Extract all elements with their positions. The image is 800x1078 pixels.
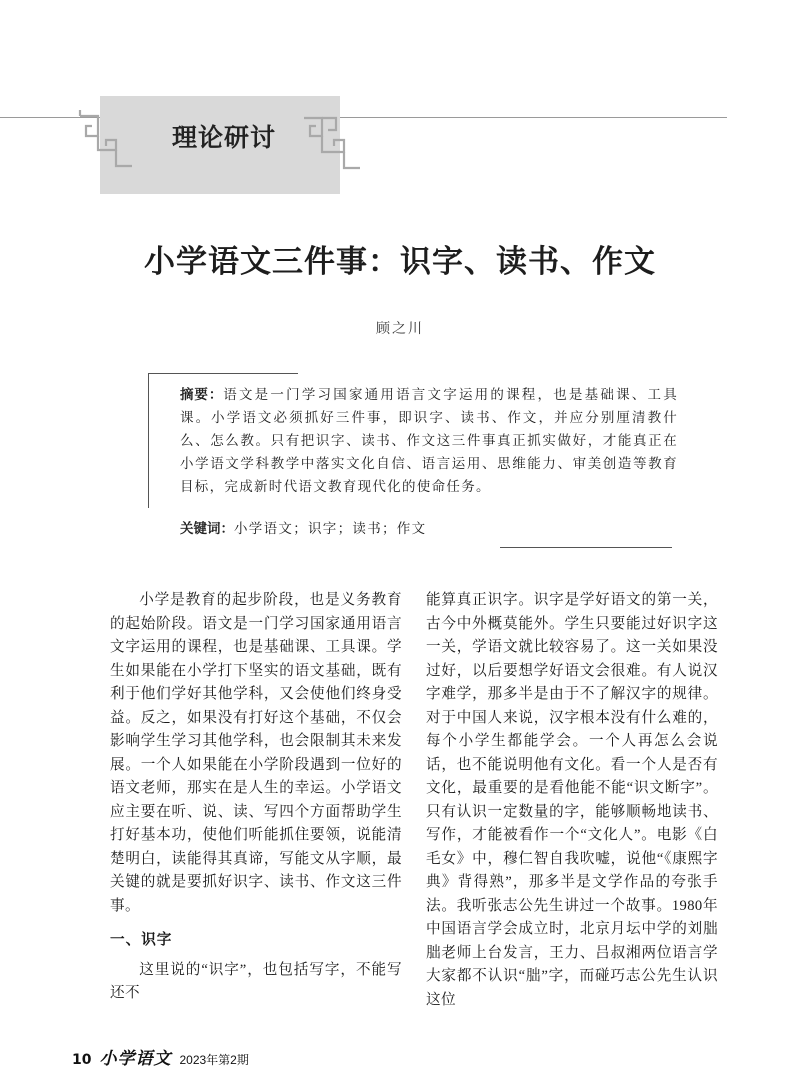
page-footer (72, 1044, 249, 1069)
body-column-right (426, 589, 718, 1012)
article-title: 小学语文三件事：识字、读书、作文 (144, 244, 656, 280)
fret-ornament-right-icon (300, 106, 364, 180)
body-column-left (110, 589, 402, 1006)
header-rule-right (340, 117, 727, 118)
abstract-text: 语文是一门学习国家通用语言文字运用的课程，也是基础课、工具课。小学语文必须抓好三件事，即识字、读书、作文，并应分别厘清教什么、怎么教。只有把识字、读书、作文这三件事真正抓实做好，才能真正在小学语文学科教学中落实文化自信、语言运用、思维能力、审美创造等教育目标，完成新时代语文教育现代化的使命任务。 (180, 387, 679, 495)
magazine-name: 小学语文 (99, 1049, 172, 1069)
fret-ornament-left-icon (76, 106, 136, 180)
section-heading: 一、识字 (110, 931, 173, 948)
abstract (180, 384, 678, 499)
abstract-rule-top (148, 373, 298, 374)
keywords (180, 517, 426, 537)
section-title: 理论研讨 (172, 123, 277, 152)
keywords-label: 关键词： (180, 521, 234, 537)
article-author: 顾之川 (376, 321, 424, 337)
body-paragraph: 能算真正识字。识字是学好语文的第一关，古今中外概莫能外。学生只要能过好识字这一关，学语文就比较容易了。这一关如果没过好，以后要想学好语文会很难。有人说汉字难学，那多半是由于不了解汉字的规律。对于中国人来说，汉字根本没有什么难的，每个小学生都能学会。一个人再怎么会说话，也不能说明他有文化。看一个人是否有文化，最重要的是看他能不能“识文断字”。只有认识一定数量的字，能够顺畅地读书、写作，才能被看作一个“文化人”。电影《白毛女》中，穆仁智自我吹嘘，说他“《康熙字典》背得熟”，那多半是文学作品的夸张手法。我听张志公先生讲过一个故事。1980年中国语言学会成立时，北京月坛中学的刘朏朏老师上台发言，王力、吕叔湘两位语言学大家都不认识“朏”字，而碰巧志公先生认识这位 (426, 592, 718, 1008)
abstract-rule-left (148, 373, 149, 508)
abstract-label: 摘要： (180, 387, 224, 403)
body-paragraph: 小学是教育的起步阶段，也是义务教育的起始阶段。语文是一门学习国家通用语言文字运用的课程，也是基础课、工具课。学生如果能在小学打下坚实的语文基础，既有利于他们学好其他学科，又会使他们终身受益。反之，如果没有打好这个基础，不仅会影响学生学习其他学科，也会限制其未来发展。一个人如果能在小学阶段遇到一位好的语文老师，那实在是人生的幸运。小学语文应主要在听、说、读、写四个方面帮助学生打好基本功，使他们听能抓住要领，说能清楚明白，读能得其真谛，写能文从字顺，最关键的就是要抓好识字、读书、作文这三件事。 (110, 592, 402, 914)
body-paragraph: 这里说的“识字”，也包括写字，不能写还不 (110, 961, 402, 1001)
issue-label: 2023年第2期 (179, 1053, 249, 1067)
keywords-text: 小学语文；识字；读书；作文 (234, 521, 427, 537)
abstract-rule-bottom (500, 547, 672, 548)
page-number: 10 (72, 1052, 92, 1068)
